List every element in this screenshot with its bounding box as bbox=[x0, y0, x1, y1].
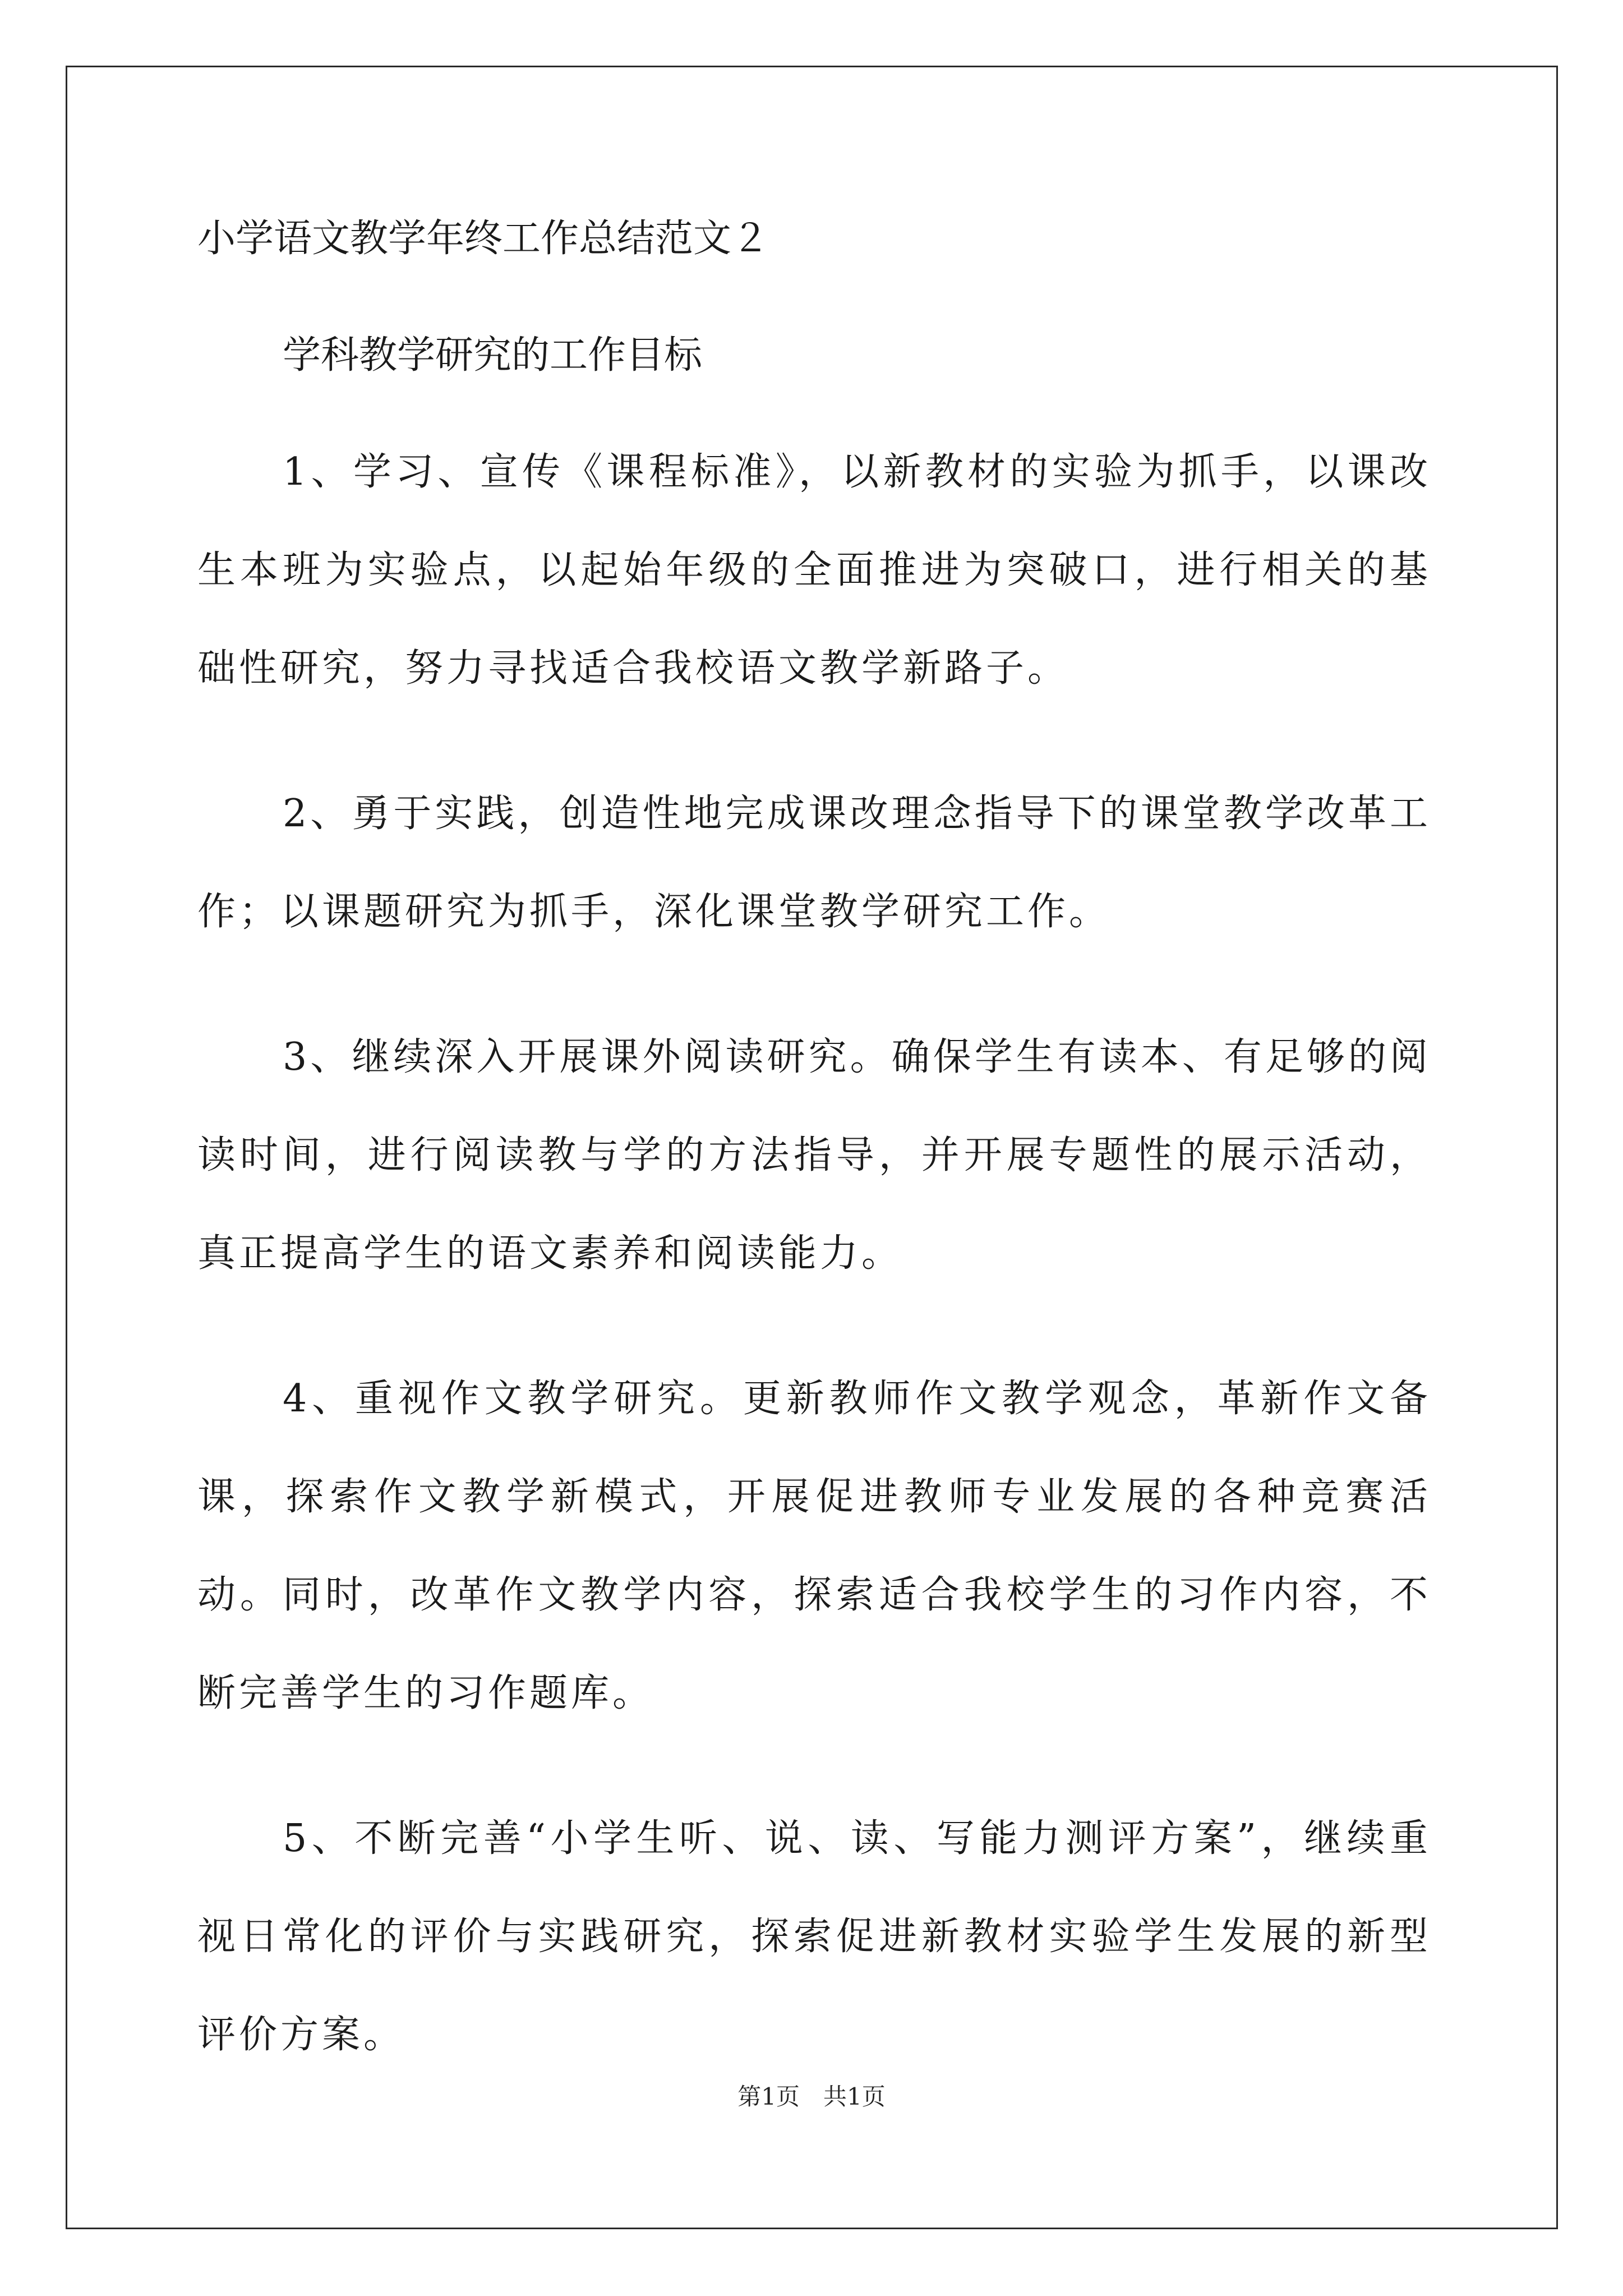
paragraph-2: 2、勇于实践，创造性地完成课改理念指导下的课堂教学改革工作；以课题研究为抓手，深化课堂教学研究工作。 bbox=[197, 792, 1431, 934]
section-heading: 学科教学研究的工作目标 bbox=[283, 333, 703, 378]
document-title: 小学语文教学年终工作总结范文２ bbox=[197, 217, 770, 261]
paragraph-4: 4、重视作文教学研究。更新教师作文教学观念，革新作文备课，探索作文教学新模式，开展促进教师专业发展的各种竞赛活动。同时，改革作文教学内容，探索适合我校学生的习作内容，不断完善学生的习作题库。 bbox=[197, 1377, 1431, 1715]
document-body bbox=[197, 217, 1431, 2131]
paragraph-1: 1、学习、宣传《课程标准》，以新教材的实验为抓手，以课改生本班为实验点，以起始年级的全面推进为突破口，进行相关的基础性研究，努力寻找适合我校语文教学新路子。 bbox=[197, 450, 1431, 691]
page-footer: 第1页 共1页 bbox=[737, 2083, 886, 2110]
paragraph-3: 3、继续深入开展课外阅读研究。确保学生有读本、有足够的阅读时间，进行阅读教与学的方法指导，并开展专题性的展示活动，真正提高学生的语文素养和阅读能力。 bbox=[197, 1035, 1431, 1276]
paragraph-5: 5、不断完善“小学生听、说、读、写能力测评方案”，继续重视日常化的评价与实践研究，探索促进新教材实验学生发展的新型评价方案。 bbox=[197, 1816, 1431, 2057]
